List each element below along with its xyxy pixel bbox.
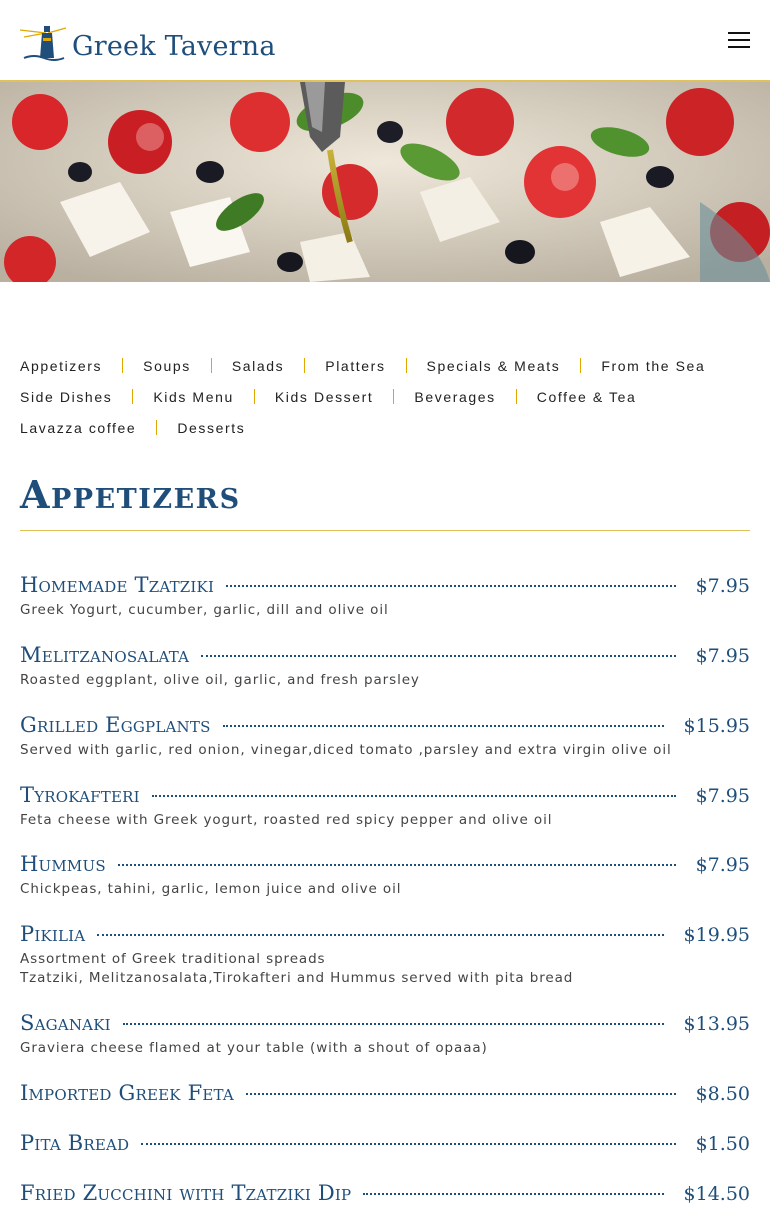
dot-leader: [123, 1023, 664, 1025]
dot-leader: [118, 864, 676, 866]
item-description: Greek Yogurt, cucumber, garlic, dill and olive oil: [20, 602, 389, 618]
item-description: Chickpeas, tahini, garlic, lemon juice and olive oil: [20, 881, 402, 897]
category-kids-menu[interactable]: Kids Menu: [153, 388, 234, 405]
lighthouse-logo-icon: [18, 24, 74, 62]
item-name: Homemade Tzatziki: [20, 573, 215, 597]
category-kids-dessert[interactable]: Kids Dessert: [274, 388, 374, 405]
item-description: Graviera cheese flamed at your table (with a shout of opaaa): [20, 1040, 488, 1056]
menu-item: [20, 919, 750, 1008]
menu-item: [20, 780, 750, 849]
divider: [132, 389, 133, 404]
menu-item: [20, 570, 750, 640]
category-nav: [20, 350, 750, 443]
item-name: Grilled Eggplants: [20, 713, 211, 737]
item-name: Tyrokafteri: [20, 783, 140, 807]
dot-leader: [363, 1193, 663, 1195]
divider: [406, 358, 407, 373]
item-price: $7.95: [695, 575, 750, 597]
category-beverages[interactable]: Beverages: [414, 388, 496, 405]
section-title: Appetizers: [20, 472, 241, 517]
item-name: Melitzanosalata: [20, 643, 190, 667]
category-appetizers[interactable]: Appetizers: [20, 357, 103, 374]
category-soups[interactable]: Soups: [143, 357, 191, 374]
category-side-dishes[interactable]: Side Dishes: [20, 388, 113, 405]
item-price: $1.50: [695, 1133, 750, 1155]
dot-leader: [246, 1093, 676, 1095]
item-description: Assortment of Greek traditional spreads Tzatziki, Melitzanosalata,Tirokafteri and Hummus served with pita bread: [20, 951, 574, 986]
divider: [211, 358, 212, 373]
item-price: $7.95: [695, 854, 750, 876]
divider: [393, 389, 394, 404]
section-divider: [20, 530, 750, 531]
item-price: $13.95: [683, 1013, 750, 1035]
category-row: [20, 412, 750, 443]
category-desserts[interactable]: Desserts: [177, 419, 246, 436]
menu-item: [20, 1178, 750, 1207]
menu-item: [20, 1128, 750, 1178]
item-price: $15.95: [683, 715, 750, 737]
hero-image: [0, 82, 770, 282]
site-logo[interactable]: [18, 24, 276, 62]
item-description: Served with garlic, red onion, vinegar,diced tomato ,parsley and extra virgin olive oil: [20, 742, 672, 758]
divider: [254, 389, 255, 404]
menu-item: [20, 640, 750, 710]
divider: [304, 358, 305, 373]
category-coffee-tea[interactable]: Coffee & Tea: [536, 388, 637, 405]
item-description: Roasted eggplant, olive oil, garlic, and fresh parsley: [20, 672, 420, 688]
item-name: Fried Zucchini with Tzatziki Dip: [20, 1181, 352, 1205]
item-price: $14.50: [683, 1183, 750, 1205]
category-platters[interactable]: Platters: [325, 357, 386, 374]
divider: [156, 420, 157, 435]
dot-leader: [201, 655, 675, 657]
dot-leader: [223, 725, 664, 727]
category-row: [20, 381, 750, 412]
item-name: Pita Bread: [20, 1131, 130, 1155]
site-header: [0, 0, 770, 82]
category-from-the-sea[interactable]: From the Sea: [601, 357, 706, 374]
divider: [580, 358, 581, 373]
menu-item: [20, 710, 750, 780]
item-name: Imported Greek Feta: [20, 1081, 234, 1105]
menu-item: [20, 1008, 750, 1078]
item-price: $8.50: [695, 1083, 750, 1105]
dot-leader: [97, 934, 663, 936]
dot-leader: [141, 1143, 675, 1145]
category-salads[interactable]: Salads: [231, 357, 285, 374]
item-name: Hummus: [20, 852, 106, 876]
divider: [516, 389, 517, 404]
category-row: [20, 350, 750, 381]
item-price: $19.95: [683, 924, 750, 946]
item-name: Saganaki: [20, 1011, 111, 1035]
menu-list: [20, 570, 750, 1207]
item-price: $7.95: [695, 785, 750, 807]
logo-text: Greek Taverna: [72, 31, 276, 62]
item-price: $7.95: [695, 645, 750, 667]
hamburger-menu-icon[interactable]: [728, 32, 752, 50]
menu-item: [20, 1078, 750, 1128]
item-description: Feta cheese with Greek yogurt, roasted red spicy pepper and olive oil: [20, 812, 553, 828]
item-name: Pikilia: [20, 922, 86, 946]
divider: [122, 358, 123, 373]
category-lavazza-coffee[interactable]: Lavazza coffee: [20, 419, 137, 436]
dot-leader: [226, 585, 676, 587]
menu-item: [20, 849, 750, 919]
category-specials-meats[interactable]: Specials & Meats: [426, 357, 561, 374]
dot-leader: [152, 795, 676, 797]
